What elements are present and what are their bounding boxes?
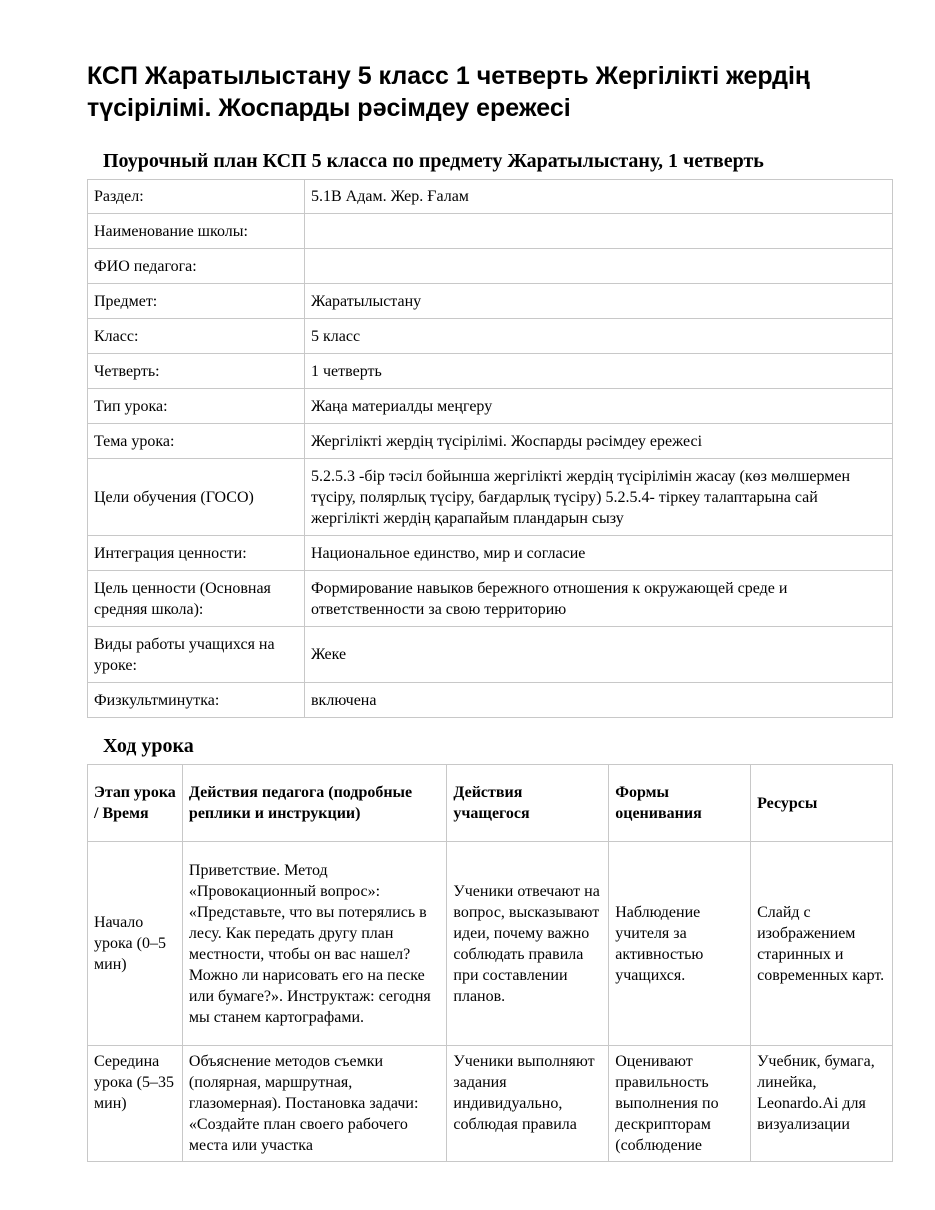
info-row [88, 214, 893, 249]
info-label: Предмет: [88, 284, 305, 319]
info-row [88, 319, 893, 354]
column-header: Формы оценивания [609, 765, 751, 842]
lesson-flow-heading: Ход урока [103, 735, 194, 757]
lesson-cell-stage: Начало урока (0–5 мин) [88, 842, 183, 1046]
lesson-cell-assessment: Оценивают правильность выполнения по дескрипторам (соблюдение [609, 1046, 751, 1162]
info-row [88, 536, 893, 571]
lesson-cell-resources: Учебник, бумага, линейка, Leonardo.Ai для визуализации [751, 1046, 893, 1162]
column-header: Действия учащегося [447, 765, 609, 842]
info-label: Раздел: [88, 180, 305, 214]
lesson-flow-table [87, 764, 893, 1162]
info-value: Жаңа материалды меңгеру [305, 389, 893, 424]
info-label: Цели обучения (ГОСО) [88, 459, 305, 536]
info-row [88, 180, 893, 214]
info-value: 1 четверть [305, 354, 893, 389]
lesson-cell-resources: Слайд с изображением старинных и современных карт. [751, 842, 893, 1046]
lesson-cell-students: Ученики выполняют задания индивидуально, соблюдая правила [447, 1046, 609, 1162]
info-value [305, 249, 893, 284]
lesson-table-header-row [88, 765, 893, 842]
plan-heading: Поурочный план КСП 5 класса по предмету Жаратылыстану, 1 четверть [103, 150, 764, 172]
info-row [88, 459, 893, 536]
lesson-cell-stage: Середина урока (5–35 мин) [88, 1046, 183, 1162]
info-label: Класс: [88, 319, 305, 354]
info-label: Интеграция ценности: [88, 536, 305, 571]
lesson-row [88, 842, 893, 1046]
info-value [305, 214, 893, 249]
info-label: Цель ценности (Основная средняя школа): [88, 571, 305, 627]
lesson-info-table [87, 179, 893, 718]
info-value: Жаратылыстану [305, 284, 893, 319]
info-value: Жергілікті жердің түсірілімі. Жоспарды рәсімдеу ережесі [305, 424, 893, 459]
info-label: Виды работы учащихся на уроке: [88, 627, 305, 683]
info-label: Четверть: [88, 354, 305, 389]
info-value: включена [305, 683, 893, 718]
lesson-cell-assessment: Наблюдение учителя за активностью учащихся. [609, 842, 751, 1046]
document-title: КСП Жаратылыстану 5 класс 1 четверть Жергілікті жердің түсірілімі. Жоспарды рәсімдеу ережесі [87, 62, 810, 122]
info-label: Наименование школы: [88, 214, 305, 249]
lesson-row [88, 1046, 893, 1162]
info-label: Тема урока: [88, 424, 305, 459]
info-row [88, 424, 893, 459]
info-row [88, 249, 893, 284]
lesson-cell-teacher: Приветствие. Метод «Провокационный вопрос»: «Представьте, что вы потерялись в лесу. Как передать другу план местности, чтобы он вас нашел? Можно ли нарисовать его на песке или бумаге?». Инструктаж: сегодня мы станем картографами. [182, 842, 446, 1046]
info-value: Формирование навыков бережного отношения к окружающей среде и ответственности за свою территорию [305, 571, 893, 627]
info-label: Тип урока: [88, 389, 305, 424]
info-row [88, 389, 893, 424]
info-value: 5.1В Адам. Жер. Ғалам [305, 180, 893, 214]
column-header: Этап урока / Время [88, 765, 183, 842]
info-label: ФИО педагога: [88, 249, 305, 284]
info-row [88, 284, 893, 319]
info-value: Национальное единство, мир и согласие [305, 536, 893, 571]
lesson-cell-students: Ученики отвечают на вопрос, высказывают идеи, почему важно соблюдать правила при составлении планов. [447, 842, 609, 1046]
column-header: Ресурсы [751, 765, 893, 842]
info-label: Физкультминутка: [88, 683, 305, 718]
info-value: Жеке [305, 627, 893, 683]
info-row [88, 627, 893, 683]
info-row [88, 571, 893, 627]
info-value: 5.2.5.3 -бір тәсіл бойынша жергілікті жердің түсірілімін жасау (көз мөлшермен түсіру, полярлық түсіру, бағдарлық түсіру) 5.2.5.4- тіркеу талаптарына сай жергілікті жердің қарапайым пландарын сызу [305, 459, 893, 536]
lesson-cell-teacher: Объяснение методов съемки (полярная, маршрутная, глазомерная). Постановка задачи: «Создайте план своего рабочего места или участка [182, 1046, 446, 1162]
column-header: Действия педагога (подробные реплики и инструкции) [182, 765, 446, 842]
info-row [88, 683, 893, 718]
info-value: 5 класс [305, 319, 893, 354]
info-row [88, 354, 893, 389]
